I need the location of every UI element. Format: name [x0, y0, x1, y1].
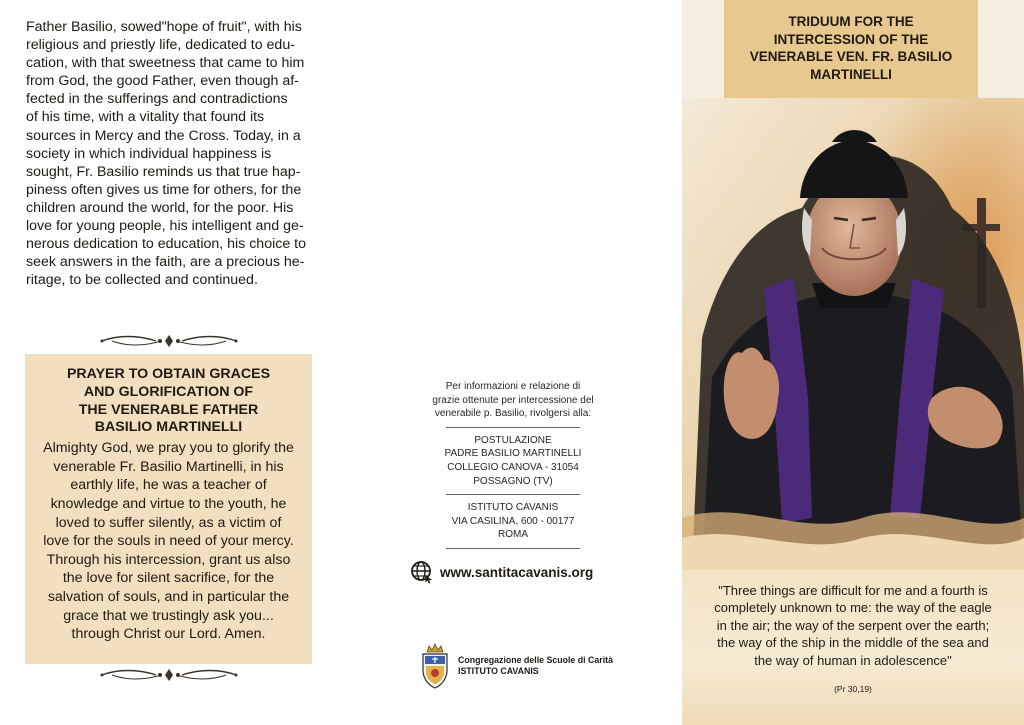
quote-line: "Three things are difficult for me and a fourth is — [718, 583, 988, 598]
prayer-line: love for the souls in need of your mercy. — [43, 533, 294, 550]
crest-icon — [420, 642, 450, 690]
quote-line: in the air; the way of the serpent over the earth; — [716, 617, 990, 633]
ornament-icon — [98, 333, 240, 349]
quote-line: completely unknown to me: the way of the eagle — [714, 600, 992, 616]
prayer-line: the love for silent sacrifice, for the — [62, 570, 275, 587]
quote-section — [682, 570, 1024, 725]
prayer-title-line: AND GLORIFICATION OF — [83, 383, 254, 400]
prayer-line: through Christ our Lord. Amen. — [71, 626, 266, 643]
quote-line: the way of the ship in the middle of the sea and — [717, 635, 989, 651]
intro-line: nerous dedication to education, his choice to — [26, 236, 306, 253]
address-istituto — [420, 501, 606, 542]
left-panel — [0, 0, 340, 725]
ornament-icon — [98, 667, 240, 683]
intro-line: ritage, to be collected and continued. — [26, 272, 258, 289]
contact-info — [420, 380, 606, 555]
intro-line: fected in the sufferings and contradictions — [26, 91, 288, 108]
portrait-image — [682, 98, 1024, 570]
prayer-title-line: PRAYER TO OBTAIN GRACES — [66, 366, 271, 382]
prayer-box — [25, 354, 312, 664]
intro-line: from God, the good Father, even though af- — [26, 73, 299, 90]
quote-line: the way of human in adolescence" — [754, 652, 952, 668]
prayer-line: Through his intercession, grant us also — [46, 551, 291, 568]
right-panel — [682, 0, 1024, 725]
organization-name — [458, 655, 613, 677]
divider — [446, 548, 580, 549]
intro-line: seek answers in the faith, are a precious he- — [26, 254, 305, 271]
divider — [446, 494, 580, 495]
title-line: TRIDUUM FOR THE — [788, 14, 914, 29]
prayer-line: loved to suffer silently, as a victim of — [55, 514, 282, 531]
intro-line: cation, with that sweetness that came to him — [26, 55, 305, 72]
address-line: COLLEGIO CANOVA - 31054 — [447, 461, 579, 473]
quote-citation: (Pr 30,19) — [834, 684, 872, 694]
prayer-line: earthly life, he was a teacher of — [70, 477, 267, 494]
intro-line: love for young people, his intelligent and ge- — [26, 218, 304, 235]
address-line: ROMA — [498, 529, 528, 541]
address-line: PADRE BASILIO MARTINELLI — [444, 448, 582, 460]
title-line: VENERABLE VEN. FR. BASILIO — [749, 49, 953, 64]
triduum-title — [724, 0, 978, 98]
info-line: venerabile p. Basilio, rivolgersi alla: — [434, 408, 592, 420]
intro-line: children around the world, for the poor. His — [26, 199, 294, 216]
title-line: MARTINELLI — [810, 66, 892, 82]
middle-panel — [340, 0, 682, 725]
address-line: POSSAGNO (TV) — [473, 475, 553, 487]
prayer-line: knowledge and virtue to the youth, he — [50, 495, 287, 512]
address-postulazione — [420, 434, 606, 488]
prayer-title-line: THE VENERABLE FATHER — [78, 401, 259, 418]
prayer-text — [35, 439, 302, 644]
website-text[interactable]: www.santitacavanis.org — [440, 564, 594, 580]
org-line: ISTITUTO CAVANIS — [458, 666, 539, 676]
intro-line: society in which individual happiness is — [26, 145, 272, 162]
title-line: INTERCESSION OF THE — [773, 31, 929, 47]
intro-line: Father Basilio, sowed"hope of fruit", with his — [26, 19, 302, 35]
prayer-line: venerable Fr. Basilio Martinelli, in his — [53, 458, 284, 475]
prayer-line: salvation of souls, and in particular the — [47, 588, 290, 605]
intro-line: sources in Mercy and the Cross. Today, in a — [26, 127, 301, 144]
org-line: Congregazione delle Scuole di Carità — [458, 655, 613, 665]
globe-icon — [410, 560, 434, 584]
bible-quote — [700, 582, 1006, 669]
organization — [420, 642, 613, 690]
address-line: ISTITUTO CAVANIS — [467, 502, 559, 514]
intro-line: sought, Fr. Basilio reminds us that true hap- — [26, 163, 301, 180]
intro-line: religious and priestly life, dedicated to edu- — [26, 37, 295, 54]
prayer-line: grace that we trustingly ask you... — [63, 607, 274, 624]
address-line: VIA CASILINA, 600 - 00177 — [451, 515, 575, 527]
website-link[interactable] — [410, 560, 593, 584]
intro-paragraph — [26, 18, 314, 289]
intro-line: of his time, with a vitality that found its — [26, 109, 265, 126]
address-line: POSTULAZIONE — [474, 434, 552, 446]
info-line: Per informazioni e relazione di — [445, 381, 581, 392]
prayer-title — [35, 366, 302, 437]
divider — [446, 427, 580, 428]
info-line: grazie ottenute per intercessione del — [432, 394, 594, 406]
prayer-line: Almighty God, we pray you to glorify the — [43, 440, 294, 457]
intro-line: piness often gives us time for others, for the — [26, 181, 302, 198]
prayer-title-line: BASILIO MARTINELLI — [94, 419, 243, 436]
